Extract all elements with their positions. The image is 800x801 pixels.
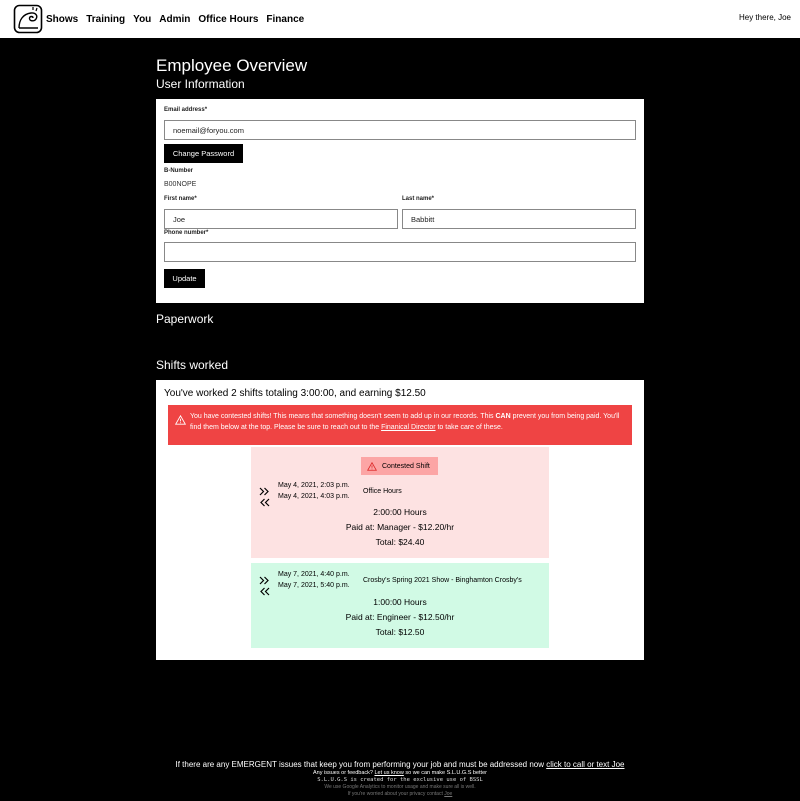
footer-emergency — [0, 759, 800, 770]
user-info-card — [156, 99, 644, 303]
footer-privacy — [0, 791, 800, 798]
footer-feedback-before: Any issues or feedback? — [313, 770, 375, 776]
nav-item-training[interactable]: Training — [86, 13, 126, 25]
footer-exclusive: S.L.U.G.S is created for the exclusive use of BSSL — [317, 777, 483, 783]
shift-pay-rate: Paid at: Manager - $12.20/hr — [345, 522, 455, 532]
footer — [0, 759, 800, 798]
update-button[interactable]: Update — [164, 269, 205, 288]
shift-item-contested — [251, 447, 549, 558]
shift-end-time: May 7, 2021, 5:40 p.m. — [278, 582, 350, 589]
contested-badge-label: Contested Shift — [382, 462, 430, 470]
shift-start-time: May 7, 2021, 4:40 p.m. — [278, 571, 350, 578]
first-name-field[interactable] — [164, 209, 398, 229]
last-name-label: Last name* — [402, 196, 435, 202]
shift-name: Office Hours — [363, 488, 402, 495]
shift-name: Crosby's Spring 2021 Show - Binghamton Crosby's — [363, 577, 522, 584]
nav-item-admin[interactable]: Admin — [159, 13, 191, 25]
warning-icon — [367, 462, 377, 471]
alert-text-middle: prevent you from being paid. You'll find them below at the top. Please be sure to reach out to the — [190, 413, 620, 431]
footer-emergency-text: If there are any EMERGENT issues that keep you from performing your job and must be addressed now — [175, 760, 547, 769]
shifts-summary: You've worked 2 shifts totaling 3:00:00, and earning $12.50 — [164, 388, 426, 399]
footer-analytics: We use Google Analytics to monitor usage and make sure all is well. — [324, 784, 476, 790]
top-navbar — [0, 0, 800, 38]
shift-total: Total: $24.40 — [375, 537, 425, 547]
double-chevron-right-icon — [259, 483, 270, 492]
shifts-heading: Shifts worked — [156, 358, 229, 372]
nav-item-finance[interactable]: Finance — [266, 13, 305, 25]
alert-text-before: You have contested shifts! This means that something doesn't seem to add up in our records. This — [190, 413, 496, 420]
first-name-label: First name* — [164, 196, 197, 202]
shift-start-time: May 4, 2021, 2:03 p.m. — [278, 482, 350, 489]
privacy-contact-link[interactable]: Joe — [444, 791, 453, 797]
nav-item-you[interactable]: You — [133, 13, 152, 25]
email-field[interactable] — [164, 120, 636, 140]
slug-logo-icon[interactable] — [13, 4, 43, 34]
page-title: Employee Overview — [156, 56, 308, 75]
warning-icon — [175, 415, 186, 425]
user-info-heading: User Information — [156, 77, 245, 91]
shift-hours: 2:00:00 Hours — [373, 507, 427, 517]
last-name-field[interactable] — [402, 209, 636, 229]
contested-badge — [361, 457, 438, 475]
shift-end-time: May 4, 2021, 4:03 p.m. — [278, 493, 350, 500]
bnumber-label: B-Number — [164, 168, 194, 174]
shift-item — [251, 563, 549, 648]
user-greeting[interactable]: Hey there, Joe — [738, 13, 791, 22]
phone-field[interactable] — [164, 242, 636, 262]
alert-text-after: to take care of these. — [435, 424, 503, 431]
double-chevron-right-icon — [259, 572, 270, 581]
double-chevron-left-icon — [259, 494, 270, 503]
shift-pay-rate: Paid at: Engineer - $12.50/hr — [345, 612, 455, 622]
feedback-link[interactable]: Let us know — [374, 770, 404, 776]
finance-director-link[interactable]: Finanical Director — [381, 424, 436, 431]
email-label: Email address* — [164, 107, 208, 113]
nav-item-shows[interactable]: Shows — [46, 13, 79, 25]
nav-links — [46, 0, 312, 38]
shifts-card — [156, 380, 644, 660]
change-password-button[interactable]: Change Password — [164, 144, 243, 163]
alert-text-strong: CAN — [495, 413, 511, 420]
shift-hours: 1:00:00 Hours — [373, 597, 427, 607]
contested-alert — [168, 405, 632, 445]
shift-total: Total: $12.50 — [375, 627, 425, 637]
bnumber-value: B00NOPE — [164, 181, 197, 188]
footer-feedback-after: so we can make S.L.U.G.S better — [403, 770, 487, 776]
phone-label: Phone number* — [164, 230, 209, 236]
double-chevron-left-icon — [259, 583, 270, 592]
nav-item-office-hours[interactable]: Office Hours — [198, 13, 259, 25]
footer-privacy-text: If you're worried about your privacy contact — [347, 791, 445, 797]
footer-feedback — [0, 770, 800, 777]
paperwork-heading: Paperwork — [156, 312, 214, 326]
call-joe-link[interactable]: click to call or text Joe — [546, 760, 625, 769]
